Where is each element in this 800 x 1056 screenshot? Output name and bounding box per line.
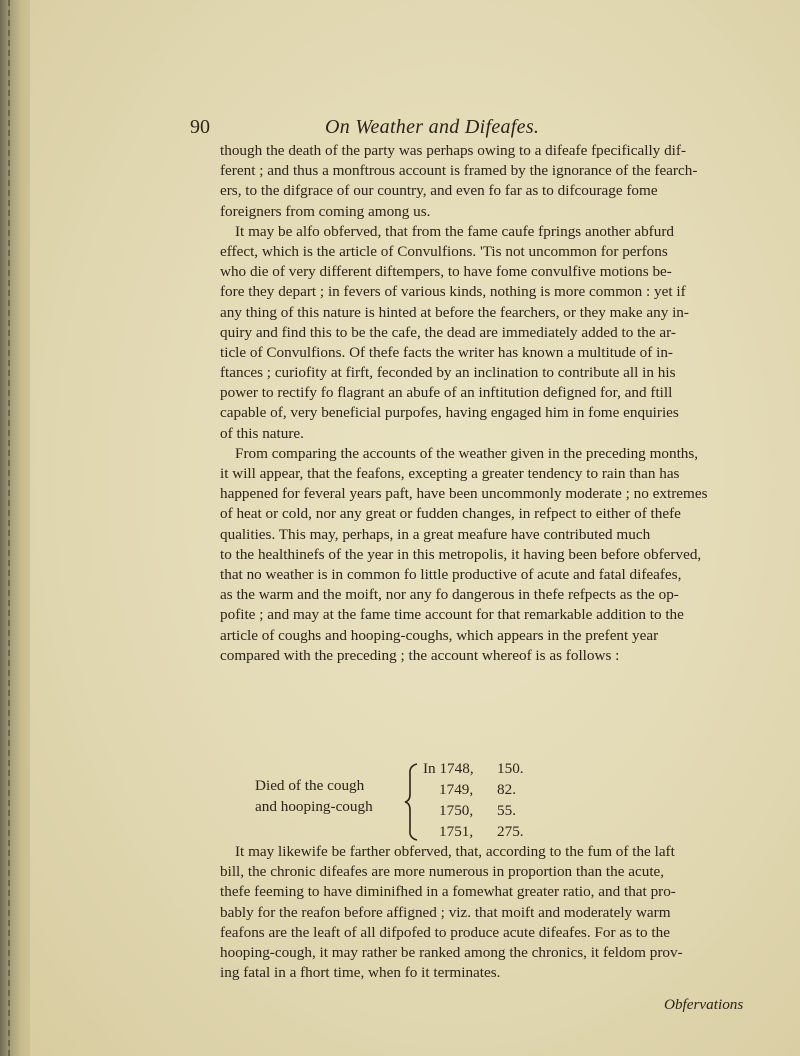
table-count: 82.	[497, 781, 516, 798]
text-line: compared with the preceding ; the account whereof is as follows :	[220, 646, 620, 664]
body-text-bottom	[220, 842, 760, 983]
text-line: capable of, very beneficial purpofes, having engaged him in fome enquiries	[220, 404, 679, 422]
text-line: ing fatal in a fhort time, when fo it terminates.	[220, 964, 501, 982]
text-line: It may likewife be farther obferved, that, according to the fum of the laft	[235, 843, 675, 860]
text-line: fore they depart ; in fevers of various kinds, nothing is more common : yet if	[220, 283, 686, 301]
text-line: ftances ; curiofity at firft, feconded by an inclination to contribute all in his	[220, 364, 676, 382]
text-line: as the warm and the moift, nor any fo dangerous in thefe refpects as the op-	[220, 586, 679, 604]
page-number: 90	[190, 116, 210, 138]
text-line: any thing of this nature is hinted at before the fearchers, or they make any in-	[220, 303, 689, 321]
text-line: ticle of Convulfions. Of thefe facts the writer has known a multitude of in-	[220, 343, 673, 361]
table-year: 1750,	[439, 802, 474, 819]
table-year: In 1748,	[423, 760, 474, 777]
catchword: Obfervations	[664, 996, 744, 1013]
table-count: 275.	[497, 823, 524, 840]
text-line: foreigners from coming among us.	[220, 202, 431, 220]
text-line: ers, to the difgrace of our country, and even fo far as to difcourage fome	[220, 182, 658, 200]
text-line: feafons are the leaft of all difpofed to produce acute difeafes. For as to the	[220, 923, 670, 941]
text-line: power to rectify fo flagrant an abufe of an inftitution defigned for, and ftill	[220, 384, 673, 402]
binding-stitch-line	[8, 0, 10, 1056]
text-line: article of coughs and hooping-coughs, which appears in the prefent year	[220, 626, 659, 644]
text-line: happened for feveral years paft, have been uncommonly moderate ; no extremes	[220, 485, 708, 503]
text-line: pofite ; and may at the fame time account for that remarkable addition to the	[220, 606, 684, 624]
running-title: On Weather and Difeafes.	[325, 116, 540, 138]
table-count: 55.	[497, 802, 516, 819]
table-label-cough: Died of the cough	[255, 777, 365, 794]
text-line: to the healthinefs of the year in this metropolis, it having been before obferved,	[220, 545, 702, 563]
text-line: qualities. This may, perhaps, in a great meafure have contributed much	[220, 525, 651, 543]
curly-brace-icon	[403, 762, 423, 842]
text-line: thefe feeming to have diminifhed in a fomewhat greater ratio, and that pro-	[220, 883, 676, 901]
text-line: From comparing the accounts of the weather given in the preceding months,	[235, 444, 699, 462]
text-line: quiry and find this to be the cafe, the dead are immediately added to the ar-	[220, 323, 676, 341]
table-label-hooping-cough: and hooping-cough	[255, 798, 373, 815]
text-line: bably for the reafon before affigned ; viz. that moift and moderately warm	[220, 903, 671, 921]
table-year: 1749,	[439, 781, 474, 798]
body-text-top	[220, 141, 760, 666]
text-line: effect, which is the article of Convulfions. 'Tis not uncommon for perfons	[220, 242, 668, 260]
text-line: It may be alfo obferved, that from the fame caufe fprings another abfurd	[235, 222, 674, 240]
text-line: of heat or cold, nor any great or fudden changes, in refpect to either of thefe	[220, 505, 681, 523]
text-line: though the death of the party was perhaps owing to a difeafe fpecifically dif-	[220, 142, 686, 159]
table-year: 1751,	[439, 823, 474, 840]
cough-deaths-table	[255, 760, 575, 844]
table-count: 150.	[497, 760, 524, 777]
text-line: it will appear, that the feafons, excepting a greater tendency to rain than has	[220, 465, 680, 482]
text-line: bill, the chronic difeafes are more numerous in proportion than the acute,	[220, 863, 665, 881]
text-line: of this nature.	[220, 424, 304, 442]
text-line: hooping-cough, it may rather be ranked among the chronics, it feldom prov-	[220, 943, 683, 961]
text-line: who die of very different diftempers, to have fome convulfive motions be-	[220, 263, 672, 281]
text-line: ferent ; and thus a monftrous account is framed by the ignorance of the fearch-	[220, 162, 698, 180]
text-line: that no weather is in common fo little productive of acute and fatal difeafes,	[220, 565, 682, 583]
